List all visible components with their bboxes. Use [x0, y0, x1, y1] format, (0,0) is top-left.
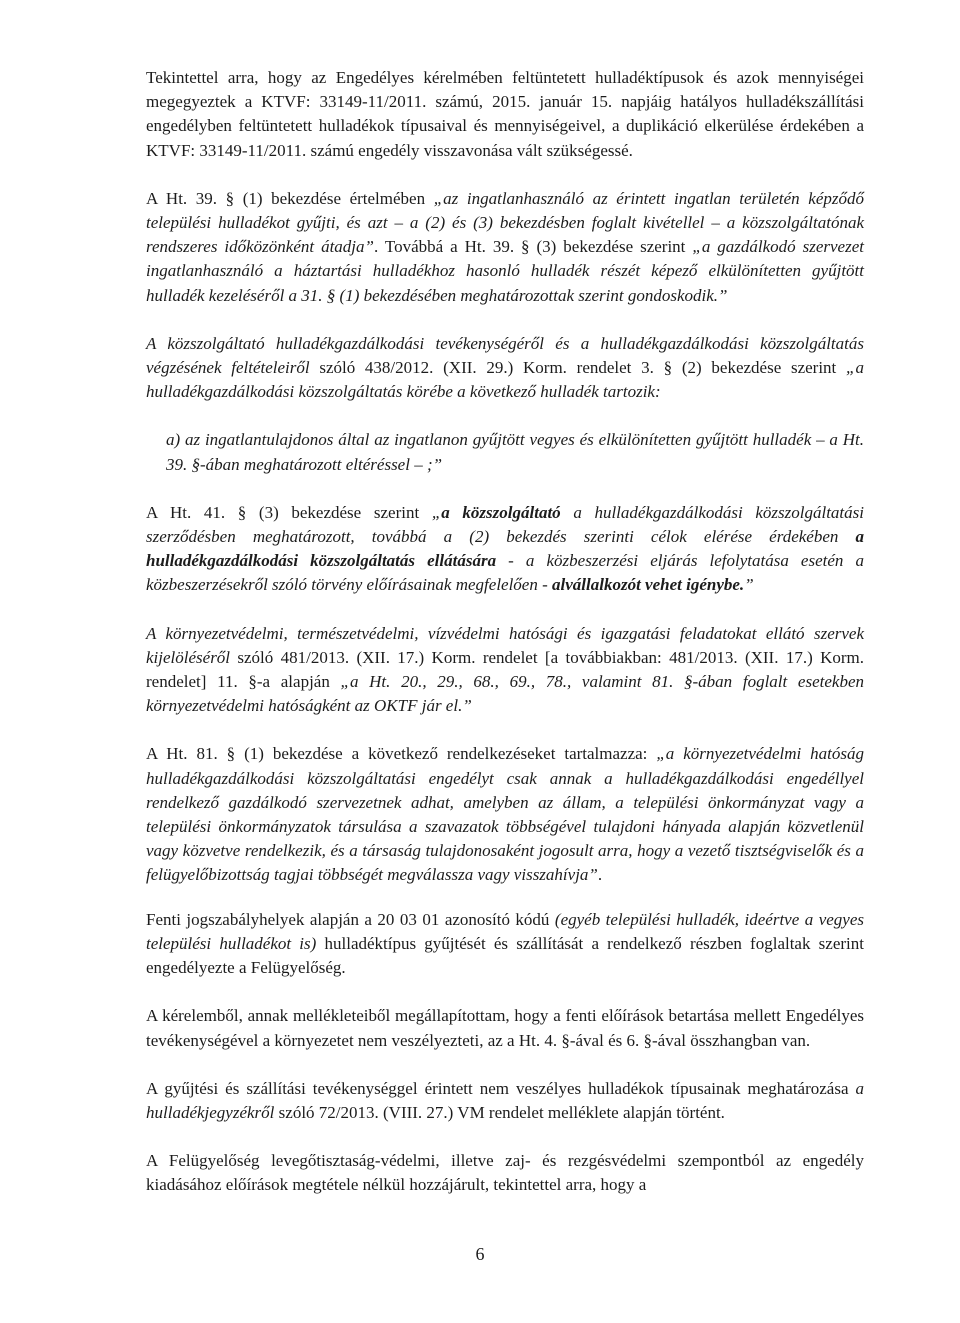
text-run: a hulladékjegyzékről [146, 1078, 864, 1122]
text-run: A Felügyelőség levegőtisztaság-védelmi, illetve zaj- és rezgésvédelmi szempontból az engedély kiadásához előírások megtétele nélkül hozzájárult, tekintettel arra, hogy a [146, 1151, 864, 1195]
text-run: Tekintettel arra, hogy az Engedélyes kérelmében feltüntetett hulladéktípusok és azok mennyiségei megegyeztek a KTVF: 33149-11/2011. számú, 2015. január 15. napjáig hatályos hulladékszállítási engedélyben feltüntetett hulladékok típusaival és mennyiségeivel, a duplikáció elkerülése érdekében a KTVF: 33149-11/2011. számú engedély visszavonása vált szükségessé. [146, 68, 864, 160]
paragraph-p3 [146, 332, 864, 405]
paragraph-p10 [146, 1077, 864, 1125]
text-run: hulladéktípus gyűjtését és szállítását a rendelkező részben foglaltak szerint engedélyezte a Felügyelőség. [146, 933, 864, 978]
text-run: alvállalkozót vehet igénybe. [552, 575, 745, 595]
text-run: a hulladékgazdálkodási közszolgáltatás ellátására [146, 527, 864, 571]
paragraph-p11 [146, 1149, 864, 1197]
document-body [146, 66, 864, 1222]
text-run: szóló 481/2013. (XII. 17.) Korm. rendelet [a továbbiakban: 481/2013. (XII. 17.) Korm. rendelet] 11. §-a alapján [146, 647, 864, 692]
text-run: „az ingatlanhasználó az érintett ingatlan területén képződő települési hulladékot gyűjti, és azt – a (2) és (3) bekezdésben foglalt kivétellel – a közszolgáltatónak rendszeres időközönként átadja” [146, 188, 864, 257]
text-run: „a hulladékgazdálkodási közszolgáltatás körébe a következő hulladék tartozik: [146, 358, 864, 402]
page-number: 6 [475, 1244, 485, 1264]
text-run: „ [431, 502, 442, 522]
text-run: A környezetvédelmi, természetvédelmi, vízvédelmi hatósági és igazgatási feladatokat ellátó szervek kijelöléséről [146, 623, 864, 667]
text-run: (egyéb települési hulladék, ideértve a vegyes települési hulladékot is) [146, 909, 864, 953]
paragraph-p2 [146, 187, 864, 308]
text-run: A gyűjtési és szállítási tevékenységgel érintett nem veszélyes hulladékok típusainak meghatározása [146, 1078, 856, 1098]
text-run: A Ht. 39. § (1) bekezdése értelmében [146, 188, 434, 208]
text-run: „a Ht. 20., 29., 68., 69., 78., valamint 81. §-ában foglalt esetekben környezetvédelmi hatóságként az OKTF jár el.” [146, 672, 864, 716]
text-run: - a közbeszerzési eljárás lefolytatása esetén a közbeszerzésekről szóló törvény előírásainak megfelelően - [146, 551, 865, 595]
text-run: A Ht. 81. § (1) bekezdése a következő rendelkezéseket tartalmazza: [146, 744, 657, 764]
paragraph-p6 [146, 622, 864, 719]
text-run: A Ht. 41. § (3) bekezdése szerint [146, 502, 432, 522]
paragraph-p1 [146, 66, 864, 163]
paragraph-p5 [146, 501, 864, 598]
text-run: A kérelemből, annak mellékleteiből megállapítottam, hogy a fenti előírások betartása mellett Engedélyes tevékenységével a környezetet nem veszélyezteti, az a Ht. 4. §-ával és 6. §-ával összhangban van. [146, 1006, 864, 1050]
paragraph-p4 [166, 428, 864, 476]
text-run: a hulladékgazdálkodási közszolgáltatási szerződésben meghatározott, továbbá a (2) bekezdés szerinti célok elérése érdekében [146, 502, 864, 547]
text-run: . Továbbá a Ht. 39. § (3) bekezdése szerint [373, 237, 693, 257]
text-run: szóló 72/2013. (VIII. 27.) VM rendelet melléklete alapján történt. [274, 1102, 725, 1122]
text-run: ” [744, 575, 754, 595]
paragraph-p9 [146, 1004, 864, 1052]
paragraph-p7 [146, 742, 864, 887]
text-run: a) az ingatlantulajdonos által az ingatlanon gyűjtött vegyes és elkülönítetten gyűjtött hulladék – a Ht. 39. §-ában meghatározott eltéréssel – ;” [166, 430, 864, 474]
text-run: . [597, 865, 603, 885]
text-run: a közszolgáltató [441, 502, 561, 522]
text-run: szóló 438/2012. (XII. 29.) Korm. rendelet 3. § (2) bekezdése szerint [309, 358, 847, 378]
text-run: Fenti jogszabályhelyek alapján a 20 03 01 azonosító kódú [146, 909, 555, 929]
text-run: A közszolgáltató hulladékgazdálkodási tevékenységéről és a hulladékgazdálkodási közszolgáltatás végzésének feltételeiről [146, 333, 864, 378]
text-run: „a gazdálkodó szervezet ingatlanhasználó a háztartási hulladékhoz hasonló hulladék részét képező elkülönítetten gyűjtött hulladék kezeléséről a 31. § (1) bekezdésében meghatározottak szerint gondoskodik.” [146, 237, 864, 305]
paragraph-p8 [146, 908, 864, 981]
text-run: „a környezetvédelmi hatóság hulladékgazdálkodási közszolgáltatási engedélyt csak annak a hulladékgazdálkodási engedéllyel rendelkező gazdálkodó szervezetnek adhat, amelyben az állam, a települési önkormányzat vagy a települési önkormányzatok társulása a szavazatok többségével tulajdoni hányada alapján közvetlenül vagy közvetve rendelkezik, és a társaság tulajdonosaként jogosult arra, hogy a vezető tisztségviselők és a felügyelőbizottság tagjai többségét megválassza vagy visszahívja” [146, 744, 864, 885]
